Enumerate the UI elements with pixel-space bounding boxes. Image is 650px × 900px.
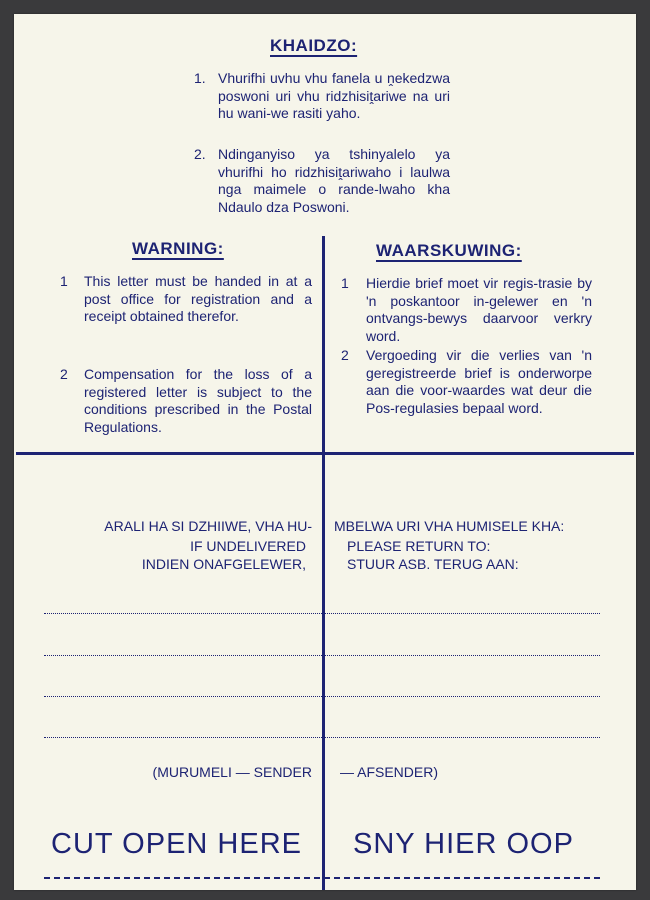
waarskuwing-item-1-paragraph: Hierdie brief moet vir regis-trasie by 'n poskantoor in-gelewer en 'n ontvangs-bewys daarvoor verkry word. <box>366 275 592 344</box>
return-address-left-line-3: INDIEN ONAFGELEWER, <box>141 556 306 572</box>
cut-line <box>44 877 600 879</box>
address-line-3 <box>44 696 600 697</box>
fold-line <box>16 452 634 455</box>
waarskuwing-item-1-text <box>366 275 592 345</box>
khaidzo-item-2-number: 2. <box>194 146 206 162</box>
khaidzo-item-1-text <box>218 70 450 123</box>
return-address-left-line-2: IF UNDELIVERED <box>190 538 306 554</box>
sny-hier-oop-label: SNY HIER OOP <box>353 828 574 860</box>
khaidzo-item-1-number: 1. <box>194 70 206 86</box>
address-line-2 <box>44 655 600 656</box>
cut-open-here-label: CUT OPEN HERE <box>51 828 302 860</box>
warning-title: WARNING: <box>132 239 224 258</box>
khaidzo-title: KHAIDZO: <box>270 36 358 55</box>
return-address-right-line-3: STUUR ASB. TERUG AAN: <box>347 556 519 572</box>
return-address-left-line-1: ARALI HA SI DZHIIWE, VHA HU- <box>104 518 312 534</box>
waarskuwing-item-2-text <box>366 347 592 417</box>
warning-item-2-text <box>84 366 312 436</box>
warning-item-2-number: 2 <box>60 366 68 382</box>
waarskuwing-item-2-paragraph: Vergoeding vir die verlies van 'n geregistreerde brief is onderworpe aan die voor-waardes wat deur die Pos-regulasies bepaal word. <box>366 347 592 416</box>
khaidzo-item-2-text <box>218 146 450 216</box>
khaidzo-item-1-paragraph: Vhurifhi uvhu vhu fanela u ṋekedzwa poswoni uri vhu ridzhisiṱariwe na uri hu wani-we rasiti yaho. <box>218 70 450 121</box>
waarskuwing-title: WAARSKUWING: <box>376 241 522 260</box>
address-line-4 <box>44 737 600 738</box>
return-address-right-line-1: MBELWA URI VHA HUMISELE KHA: <box>334 518 565 534</box>
warning-item-1-paragraph: This letter must be handed in at a post office for registration and a receipt obtained therefor. <box>84 273 312 324</box>
address-line-1 <box>44 613 600 614</box>
khaidzo-item-2-paragraph: Ndinganyiso ya tshinyalelo ya vhurifhi ho ridzhisiṱariwaho i laulwa nga maimele o rande-lwaho kha Ndaulo dza Poswoni. <box>218 146 450 215</box>
waarskuwing-item-2-number: 2 <box>341 347 349 363</box>
warning-item-1-number: 1 <box>60 273 68 289</box>
sender-label-left: (MURUMELI — SENDER <box>152 764 312 780</box>
sender-label-right: — AFSENDER) <box>340 764 439 780</box>
warning-item-1-text <box>84 273 312 326</box>
waarskuwing-item-1-number: 1 <box>341 275 349 291</box>
center-divider-line <box>322 236 325 890</box>
return-address-right-line-2: PLEASE RETURN TO: <box>347 538 491 554</box>
warning-item-2-paragraph: Compensation for the loss of a registered letter is subject to the conditions prescribed in the Postal Regulations. <box>84 366 312 435</box>
